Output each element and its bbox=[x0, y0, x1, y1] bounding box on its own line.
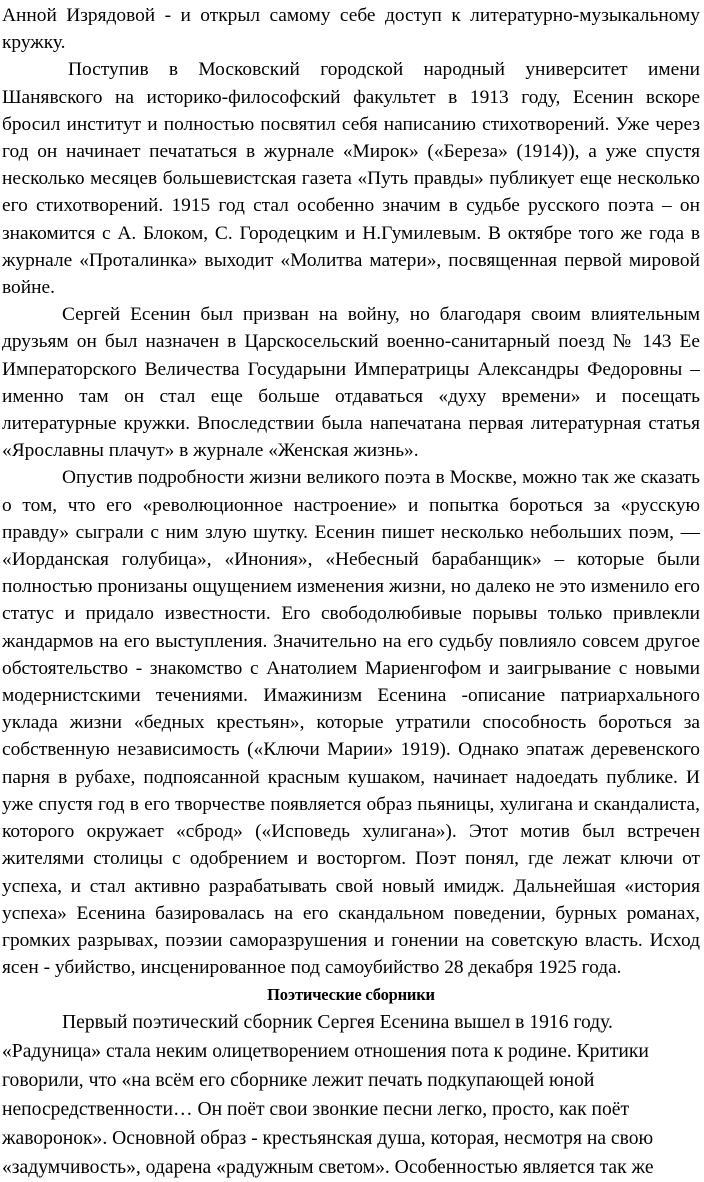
paragraph-5-line-1: Первый поэтический сборник Сергея Есенина вышел в 1916 году. bbox=[62, 1012, 613, 1034]
paragraph-1: Анной Изрядовой - и открыл самому себе доступ к литературно-музыкальному кружку. bbox=[2, 5, 700, 54]
paragraph-3: Сергей Есенин был призван на войну, но благодаря своим влиятельным друзьям он был назначен в Царскосельский военно-санитарный поезд № 143 Ее Императорского Величества Государыни Императрицы Александры Федоровны – именно там он стал еще больше отдаваться «духу времени» и посещать литературные кружки. Впоследствии была напечатана первая литературная статья «Ярославны плачут» в журнале «Женская жизнь». bbox=[2, 304, 700, 462]
paragraph-5-line-5: жаворонок». Основной образ - крестьянская душа, которая, несмотря на свою bbox=[2, 1128, 654, 1150]
paragraph-4: Опустив подробности жизни великого поэта в Москве, можно так же сказать о том, что его «революционное настроение» и попытка бороться за «русскую правду» сыграли с ним злую шутку. Есенин пишет несколько небольших поэм, — «Иорданская голубица», «Инония», «Небесный барабанщик» – которые были полностью пронизаны ощущением изменения жизни, но далеко не это изменило его статус и придало известности. Его свободолюбивые порывы только привлекли жандармов на его выступления. Значительно на его судьбу повлияло совсем другое обстоятельство - знакомство с Анатолием Мариенгофом и заигрывание с новыми модернистскими течениями. Имажинизм Есенина -описание патриархального уклада жизни «бедных крестьян», которые утратили способность бороться за собственную независимость («Ключи Марии» 1919). Однако эпатаж деревенского парня в рубахе, подпоясанной красным кушаком, начинает надоедать публике. И уже спустя год в его творчестве появляется образ пьяницы, хулигана и скандалиста, которого окружает «сброд» («Исповедь хулигана»). Этот мотив был встречен жителями столицы с одобрением и восторгом. Поэт понял, где лежат ключи от успеха, и стал активно разрабатывать свой новый имидж. Дальнейшая «история успеха» Есенина базировалась на его скандальном поведении, бурных романах, громких разрывах, поэзии саморазрушения и гонении на советскую власть. Исход ясен - убийство, инсценированное под самоубийство 28 декабря 1925 года. bbox=[2, 467, 700, 979]
paragraph-2: Поступив в Московский городской народный университет имени Шанявского на историко-философский факультет в 1913 году, Есенин вскоре бросил институт и полностью посвятил себя написанию стихотворений. Уже через год он начинает печататься в журнале «Мирок» («Береза» (1914)), а уже спустя несколько месяцев большевистская газета «Путь правды» публикует еще несколько его стихотворений. 1915 год стал особенно значим в судьбе русского поэта – он знакомится с А. Блоком, С. Городецким и Н.Гумилевым. В октябре того же года в журнале «Проталинка» выходит «Молитва матери», посвященная первой мировой войне. bbox=[2, 59, 700, 299]
section-heading: Поэтические сборники bbox=[267, 985, 435, 1005]
paragraph-5-line-2: «Радуница» стала неким олицетворением отношения пота к родине. Критики bbox=[2, 1041, 649, 1063]
paragraph-5-line-4: непосредственности… Он поёт свои звонкие песни легко, просто, как поёт bbox=[2, 1099, 630, 1121]
paragraph-5-line-6: «задумчивость», одарена «радужным светом». Особенностью является так же bbox=[2, 1157, 654, 1179]
paragraph-5-line-3: говорили, что «на всём его сборнике лежит печать подкупающей юной bbox=[2, 1070, 595, 1092]
